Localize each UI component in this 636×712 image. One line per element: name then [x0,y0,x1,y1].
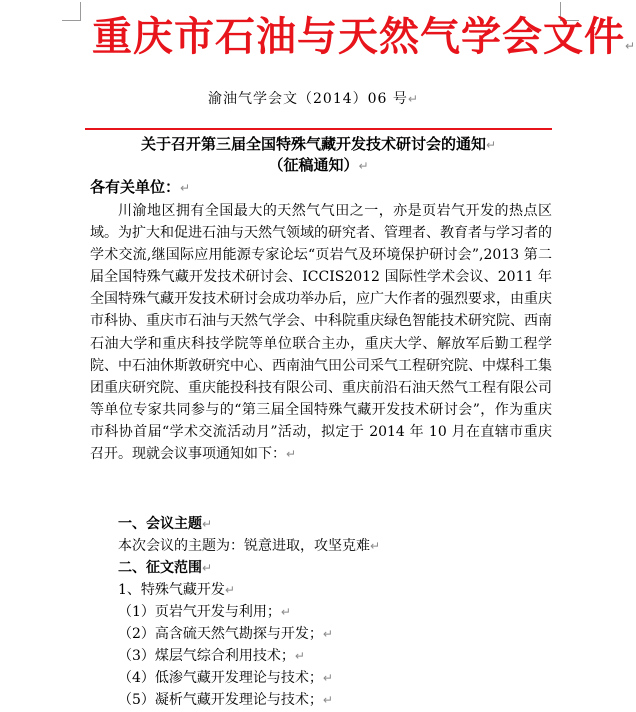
notice-subtitle-text: （征稿通知） [268,156,359,174]
theme-statement [118,535,380,557]
list-item [118,623,333,645]
salutation [90,176,190,199]
list-item [118,601,291,623]
list-item [118,645,305,667]
notice-subtitle [85,154,552,177]
paragraph-mark: ↵ [322,627,333,641]
list-item [118,689,333,711]
subsection-heading-text: 1、特殊气藏开发 [118,582,225,598]
section-heading-text: 二、征文范围 [118,560,202,576]
red-separator-line [85,128,552,130]
body-text: 川渝地区拥有全国最大的天然气气田之一，亦是页岩气开发的热点区域。为扩大和促进石油与天然气领域的研究者、管理者、教育者与学习者的学术交流,继国际应用能源专家论坛“页岩气及环境保护研讨会”,2013 第二届全国特殊气藏开发技术研讨会、ICCIS2012 国际性学术会议、2011 年全国特殊气藏开发技术研讨会成功举办后，应广大作者的强烈要求，由重庆市科协、重庆市石油与天然气学会、中科院重庆绿色智能技术研究院、西南石油大学和重庆科技学院等单位联合主办，重庆大学、解放军后勤工程学院、中石油休斯敦研究中心、西南油气田公司采气工程研究院、中煤科工集团重庆研究院、重庆能投科技有限公司、重庆前沿石油天然气工程有限公司等单位专家共同参与的“第三届全国特殊气藏开发技术研讨会”，作为重庆市科协首届“学术交流活动月”活动，拟定于 2014 年 10 月在直辖市重庆召开。现就会议事项通知如下： [90,203,552,463]
theme-statement-text: 本次会议的主题为：锐意进取，攻坚克难 [118,538,370,554]
page-corner-mark-left [62,2,81,21]
masthead-text: 重庆市石油与天然气学会文件 [92,14,625,60]
paragraph-mark: ↵ [202,517,213,531]
paragraph-mark: ↵ [202,561,213,575]
paragraph-mark: ↵ [294,649,305,663]
document-masthead [92,12,636,71]
paragraph-mark: ↵ [358,159,369,173]
notice-title [85,133,552,156]
paragraph-mark: ↵ [224,583,235,597]
paragraph-mark: ↵ [625,39,636,53]
list-item-text: （2）高含硫天然气勘探与开发； [118,626,323,642]
list-item-text: （4）低渗气藏开发理论与技术； [118,670,323,686]
section-heading-text: 一、会议主题 [118,516,202,532]
paragraph-mark: ↵ [322,671,333,685]
section-heading-scope [118,557,212,579]
paragraph-mark: ↵ [280,605,291,619]
section-heading-theme [118,513,212,535]
document-number-text: 渝油气学会文（2014）06 号 [208,91,408,107]
paragraph-mark: ↵ [180,181,191,195]
list-item [118,667,333,689]
list-item-text: （3）煤层气综合利用技术； [118,648,295,664]
document-number [208,89,419,109]
paragraph-mark: ↵ [370,539,381,553]
subsection-heading [118,579,235,601]
list-item-text: （1）页岩气开发与利用； [118,604,281,620]
notice-title-text: 关于召开第三届全国特殊气藏开发技术研讨会的通知 [140,135,486,153]
body-paragraph [90,200,552,465]
paragraph-mark: ↵ [407,92,419,106]
list-item-text: （5）凝析气藏开发理论与技术； [118,692,323,708]
salutation-text: 各有关单位： [90,178,181,196]
paragraph-mark: ↵ [322,693,333,707]
paragraph-mark: ↵ [485,138,497,152]
paragraph-mark: ↵ [286,447,297,462]
